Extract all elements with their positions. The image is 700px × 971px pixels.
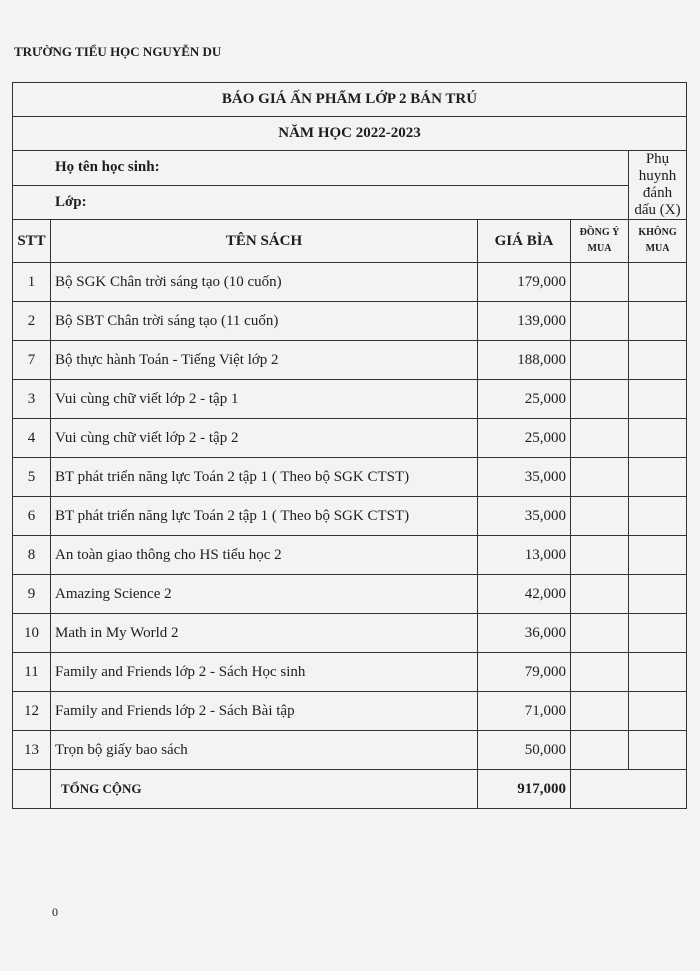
row-stt: 10 bbox=[13, 614, 51, 653]
header-name: TÊN SÁCH bbox=[51, 220, 478, 263]
book-price: 71,000 bbox=[478, 692, 571, 731]
agree-checkbox-cell[interactable] bbox=[571, 536, 629, 575]
book-name: Vui cùng chữ viết lớp 2 - tập 2 bbox=[51, 419, 478, 458]
book-name: Bộ SGK Chân trời sáng tạo (10 cuốn) bbox=[51, 263, 478, 302]
disagree-checkbox-cell[interactable] bbox=[629, 341, 687, 380]
book-price: 25,000 bbox=[478, 380, 571, 419]
book-name: BT phát triển năng lực Toán 2 tập 1 ( Theo bộ SGK CTST) bbox=[51, 458, 478, 497]
table-row bbox=[13, 341, 687, 380]
disagree-checkbox-cell[interactable] bbox=[629, 380, 687, 419]
table-row bbox=[13, 419, 687, 458]
page-number: 0 bbox=[52, 905, 58, 919]
book-price: 35,000 bbox=[478, 497, 571, 536]
book-name: Bộ thực hành Toán - Tiếng Việt lớp 2 bbox=[51, 341, 478, 380]
book-name: Bộ SBT Chân trời sáng tạo (11 cuốn) bbox=[51, 302, 478, 341]
agree-checkbox-cell[interactable] bbox=[571, 692, 629, 731]
table-row bbox=[13, 302, 687, 341]
agree-checkbox-cell[interactable] bbox=[571, 380, 629, 419]
parent-mark-label: Phụ huynh đánh dấu (X) bbox=[629, 151, 687, 220]
disagree-checkbox-cell[interactable] bbox=[629, 692, 687, 731]
row-stt: 3 bbox=[13, 380, 51, 419]
table-row bbox=[13, 536, 687, 575]
header-disagree: KHÔNG MUA bbox=[629, 220, 687, 263]
book-price: 13,000 bbox=[478, 536, 571, 575]
header-price: GIÁ BÌA bbox=[478, 220, 571, 263]
book-price: 179,000 bbox=[478, 263, 571, 302]
book-price: 79,000 bbox=[478, 653, 571, 692]
book-name: Vui cùng chữ viết lớp 2 - tập 1 bbox=[51, 380, 478, 419]
agree-checkbox-cell[interactable] bbox=[571, 302, 629, 341]
row-stt: 1 bbox=[13, 263, 51, 302]
book-name: An toàn giao thông cho HS tiểu học 2 bbox=[51, 536, 478, 575]
document-title: BÁO GIÁ ẤN PHẨM LỚP 2 BÁN TRÚ bbox=[13, 83, 687, 117]
row-stt: 5 bbox=[13, 458, 51, 497]
row-stt: 2 bbox=[13, 302, 51, 341]
book-price: 50,000 bbox=[478, 731, 571, 770]
school-year: NĂM HỌC 2022-2023 bbox=[13, 117, 687, 151]
book-price: 35,000 bbox=[478, 458, 571, 497]
disagree-checkbox-cell[interactable] bbox=[629, 419, 687, 458]
price-table bbox=[12, 82, 687, 809]
header-stt: STT bbox=[13, 220, 51, 263]
table-row bbox=[13, 380, 687, 419]
row-stt: 6 bbox=[13, 497, 51, 536]
table-row bbox=[13, 614, 687, 653]
book-price: 188,000 bbox=[478, 341, 571, 380]
disagree-checkbox-cell[interactable] bbox=[629, 536, 687, 575]
total-label: TỔNG CỘNG bbox=[51, 770, 478, 809]
agree-checkbox-cell[interactable] bbox=[571, 458, 629, 497]
row-stt: 9 bbox=[13, 575, 51, 614]
disagree-checkbox-cell[interactable] bbox=[629, 497, 687, 536]
agree-checkbox-cell[interactable] bbox=[571, 419, 629, 458]
book-name: Family and Friends lớp 2 - Sách Học sinh bbox=[51, 653, 478, 692]
row-stt: 8 bbox=[13, 536, 51, 575]
row-stt: 13 bbox=[13, 731, 51, 770]
book-price: 42,000 bbox=[478, 575, 571, 614]
table-row bbox=[13, 497, 687, 536]
disagree-checkbox-cell[interactable] bbox=[629, 263, 687, 302]
agree-checkbox-cell[interactable] bbox=[571, 614, 629, 653]
table-row bbox=[13, 692, 687, 731]
disagree-checkbox-cell[interactable] bbox=[629, 653, 687, 692]
disagree-checkbox-cell[interactable] bbox=[629, 731, 687, 770]
disagree-checkbox-cell[interactable] bbox=[629, 614, 687, 653]
class-label: Lớp: bbox=[13, 185, 629, 220]
agree-checkbox-cell[interactable] bbox=[571, 263, 629, 302]
agree-checkbox-cell[interactable] bbox=[571, 653, 629, 692]
book-name: Family and Friends lớp 2 - Sách Bài tập bbox=[51, 692, 478, 731]
disagree-checkbox-cell[interactable] bbox=[629, 575, 687, 614]
table-row bbox=[13, 263, 687, 302]
book-price: 36,000 bbox=[478, 614, 571, 653]
agree-checkbox-cell[interactable] bbox=[571, 575, 629, 614]
book-price: 139,000 bbox=[478, 302, 571, 341]
table-row bbox=[13, 653, 687, 692]
book-name: Trọn bộ giấy bao sách bbox=[51, 731, 478, 770]
table-row bbox=[13, 731, 687, 770]
book-name: Amazing Science 2 bbox=[51, 575, 478, 614]
total-value: 917,000 bbox=[478, 770, 571, 809]
agree-checkbox-cell[interactable] bbox=[571, 341, 629, 380]
row-stt: 12 bbox=[13, 692, 51, 731]
row-stt: 11 bbox=[13, 653, 51, 692]
row-stt: 7 bbox=[13, 341, 51, 380]
disagree-checkbox-cell[interactable] bbox=[629, 302, 687, 341]
agree-checkbox-cell[interactable] bbox=[571, 497, 629, 536]
header-agree: ĐỒNG Ý MUA bbox=[571, 220, 629, 263]
school-name: TRƯỜNG TIỂU HỌC NGUYỄN DU bbox=[14, 44, 222, 59]
book-name: BT phát triển năng lực Toán 2 tập 1 ( Theo bộ SGK CTST) bbox=[51, 497, 478, 536]
row-stt: 4 bbox=[13, 419, 51, 458]
agree-checkbox-cell[interactable] bbox=[571, 731, 629, 770]
disagree-checkbox-cell[interactable] bbox=[629, 458, 687, 497]
book-price: 25,000 bbox=[478, 419, 571, 458]
book-name: Math in My World 2 bbox=[51, 614, 478, 653]
student-name-label: Họ tên học sinh: bbox=[13, 151, 629, 186]
table-row bbox=[13, 575, 687, 614]
table-row bbox=[13, 458, 687, 497]
